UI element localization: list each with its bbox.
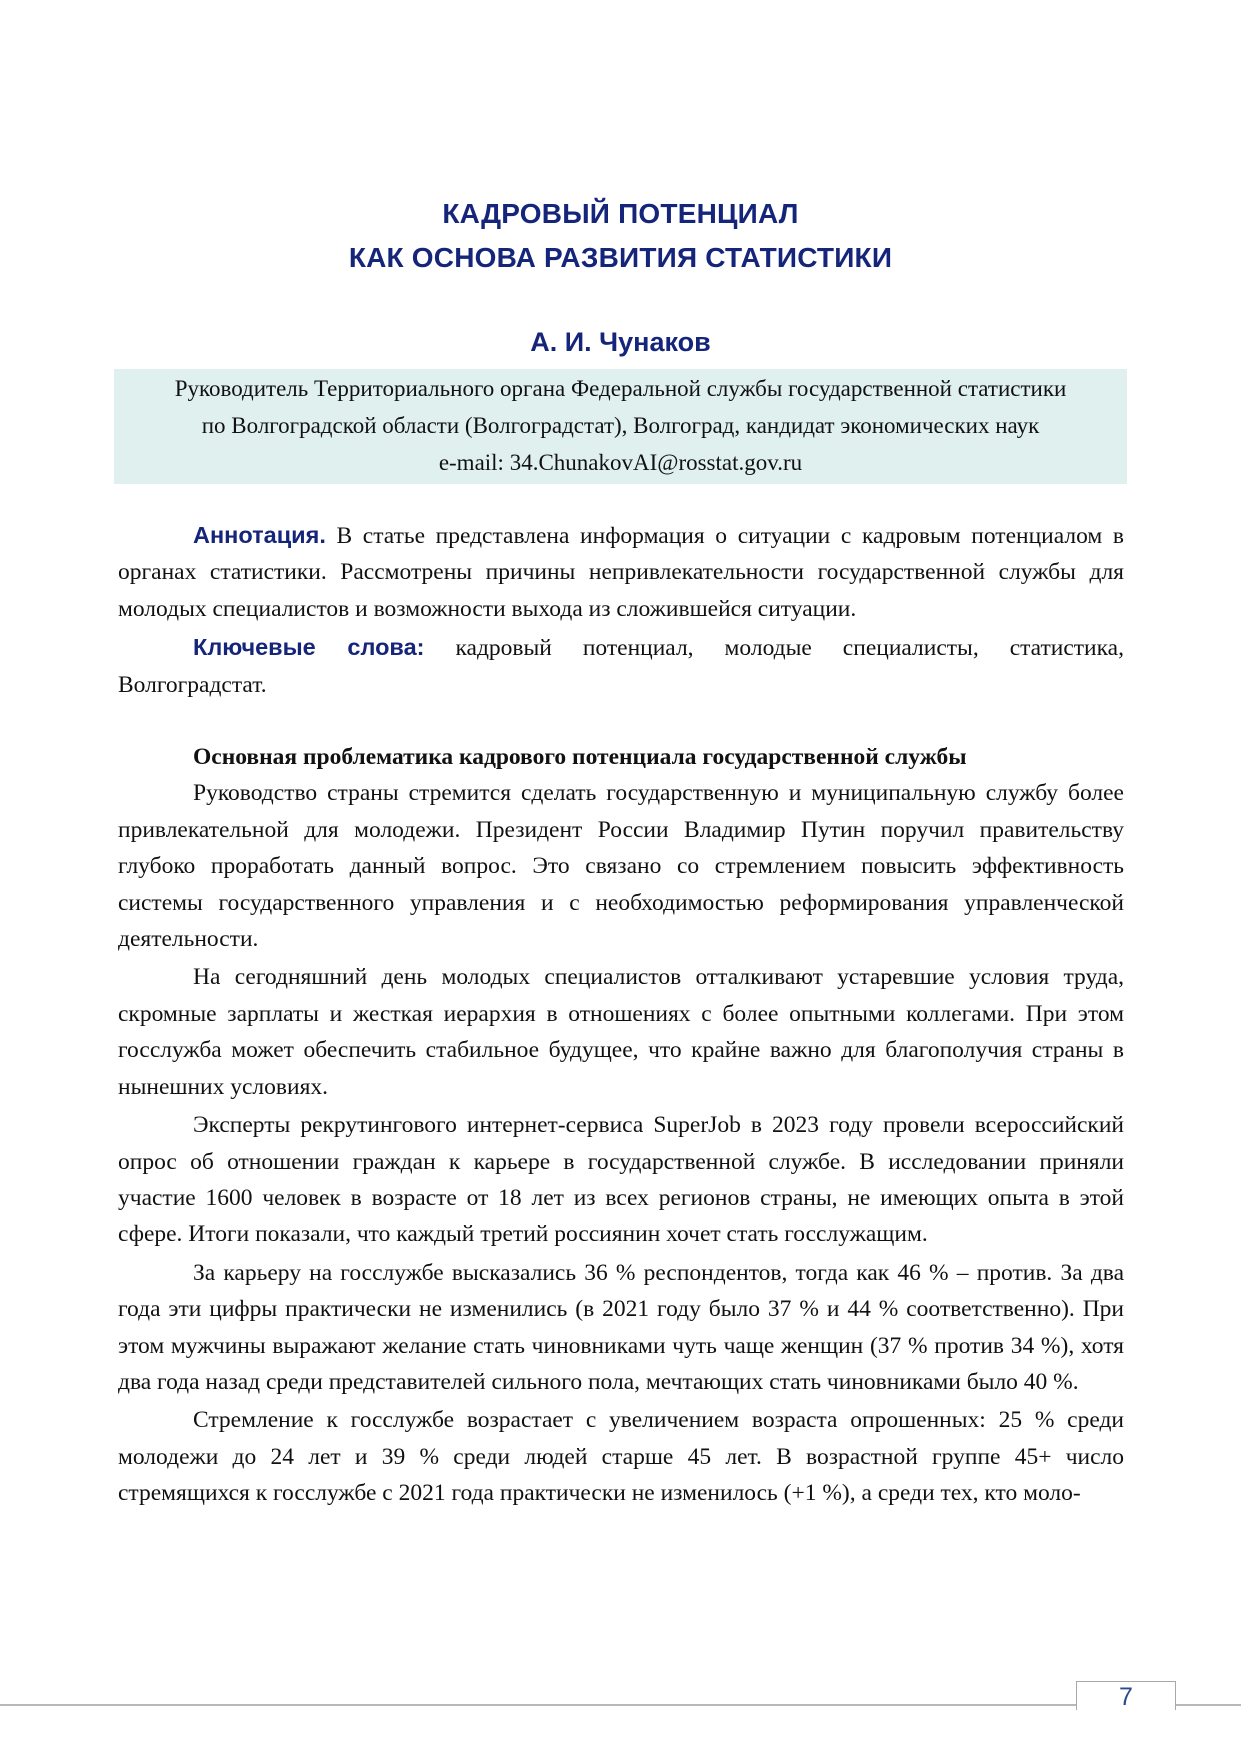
keywords-paragraph	[118, 629, 1124, 703]
body-paragraph-1: Руководство страны стремится сделать государственную и муниципальную службу более привлекательной для молодежи. Президент России Владимир Путин поручил правительству глубоко проработать данный вопрос. Это связано со стремлением повысить эффективность системы государственного управления и с необходимостью реформирования управленческой деятельности.	[118, 780, 1124, 953]
body-paragraph-2: На сегодняшний день молодых специалистов отталкивают устаревшие условия труда, скромные зарплаты и жесткая иерархия в отношениях с более опытными коллегами. При этом госслужба может обеспечить стабильное будущее, что крайне важно для благополучия страны в нынешних условиях.	[118, 964, 1124, 1100]
article-title	[120, 192, 1121, 280]
abstract-text: В статье представлена информация о ситуации с кадровым потенциалом в органах статистики. Рассмотрены причины непривлекательности государственной службы для молодых специалистов и возможности выхода из сложившейся ситуации.	[118, 523, 1124, 622]
author-name: А. И. Чунаков	[530, 327, 711, 357]
title-line-2: КАК ОСНОВА РАЗВИТИЯ СТАТИСТИКИ	[348, 242, 893, 273]
abstract-paragraph	[118, 517, 1124, 627]
article-body	[118, 517, 1124, 1512]
affiliation-line-2: по Волгоградской области (Волгоградстат), Волгоград, кандидат экономических наук	[201, 413, 1040, 438]
section-heading: Основная проблематика кадрового потенциала государственной службы	[193, 744, 967, 771]
footer-rule	[0, 1704, 1241, 1706]
affiliation-box	[114, 369, 1127, 484]
title-line-1: КАДРОВЫЙ ПОТЕНЦИАЛ	[442, 198, 799, 229]
body-paragraph-5: Стремление к госслужбе возрастает с увеличением возраста опрошенных: 25 % среди молодежи до 24 лет и 39 % среди людей старше 45 лет. В возрастной группе 45+ число стремящихся к госслужбе с 2021 года практически не изменилось (+1 %), а среди тех, кто моло-	[118, 1407, 1124, 1507]
body-paragraph-3: Эксперты рекрутингового интернет-сервиса SuperJob в 2023 году провели всероссийский опрос об отношении граждан к карьере в государственной службе. В исследовании приняли участие 1600 человек в возрасте от 18 лет из всех регионов страны, не имеющих опыта в этой сфере. Итоги показали, что каждый третий россиянин хочет стать госслужащим.	[118, 1112, 1124, 1248]
page-number: 7	[1076, 1681, 1176, 1710]
keywords-label: Ключевые слова:	[193, 634, 425, 661]
affiliation-line-1: Руководитель Территориального органа Федеральной службы государственной статистики	[174, 376, 1067, 401]
body-paragraph-4: За карьеру на госслужбе высказались 36 % респондентов, тогда как 46 % – против. За два года эти цифры практически не изменились (в 2021 году было 37 % и 44 % соответственно). При этом мужчины выражают желание стать чиновниками чуть чаще женщин (37 % против 34 %), хотя два года назад среди представителей сильного пола, мечтающих стать чиновниками было 40 %.	[118, 1259, 1124, 1395]
keywords-text: кадровый потенциал, молодые специалисты, статистика, Волгоградстат.	[118, 635, 1124, 698]
author-email: e-mail: 34.ChunakovAI@rosstat.gov.ru	[438, 450, 803, 475]
abstract-label: Аннотация.	[193, 522, 326, 548]
